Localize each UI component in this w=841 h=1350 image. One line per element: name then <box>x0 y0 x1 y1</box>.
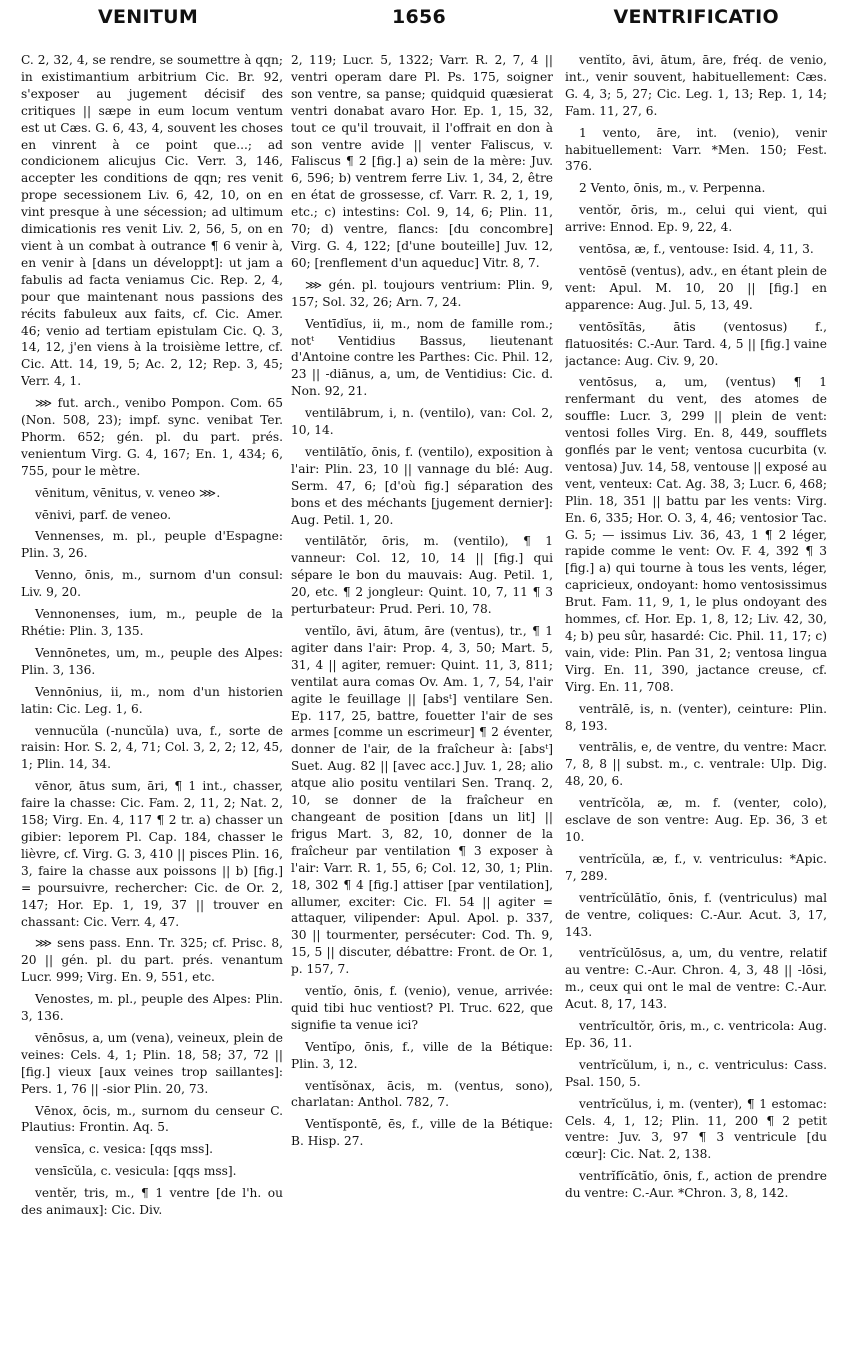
dictionary-entry: ventōsē (ventus), adv., en étant plein de vent: Apul. M. 10, 20 || [fig.] en apparence: Aug. Jul. 5, 13, 49. <box>565 263 827 312</box>
dictionary-entry: ventōsus, a, um, (ventus) ¶ 1 renfermant du vent, des atomes de souffle: Lucr. 3, 299 || plein de vent: ventosi folles Virg. En. 8, 449, soufflets gonflés par le vent; ventosa cucurbita (v. ventosa) Juv. 14, 58, ventouse || exposé au vent, venteux: Cat. Ag. 38, 3; Lucr. 6, 468; Plin. 18, 351 || battu par les vents: Virg. En. 6, 335; Hor. O. 3, 4, 46; ventosior Tac. G. 5; — issimus Liv. 36, 43, 1 ¶ 2 léger, rapide comme le vent: Ov. F. 4, 392 ¶ 3 [fig.] a) qui tourne à tous les vents, léger, capricieux, ondoyant: homo ventosissimus Brut. Fam. 11, 9, 1, le plus ondoyant des hommes, cf. Hor. Ep. 1, 8, 12; Liv. 42, 30, 4; b) peu sûr, hasardé: Cic. Phil. 11, 17; c) vain, vide: Plin. Pan 31, 2; ventosa lingua Virg. En. 11, 390, jactance creuse, cf. Virg. En. 11, 708. <box>565 375 827 694</box>
dictionary-entry: Vennonenses, ium, m., peuple de la Rhétie: Plin. 3, 135. <box>21 607 283 638</box>
dictionary-entry: ventrĭcŭlātĭo, ōnis, f. (ventriculus) mal de ventre, coliques: C.-Aur. Acut. 3, 17, 143. <box>565 890 827 939</box>
dictionary-entry: ventrĭcŏla, æ, m. f. (venter, colo), esclave de son ventre: Aug. Ep. 36, 3 et 10. <box>565 796 827 844</box>
dictionary-entry: 1 vento, āre, int. (venio), venir habituellement: Varr. *Men. 150; Fest. 376. <box>565 125 827 174</box>
dictionary-entry: ventĕr, tris, m., ¶ 1 ventre [de l'h. ou des animaux]: Cic. Div. <box>21 1186 283 1218</box>
dictionary-entry: vensīcŭla, c. vesicula: [qqs mss]. <box>35 1164 237 1179</box>
dictionary-entry: Ventĭpo, ōnis, f., ville de la Bétique: Plin. 3, 12. <box>291 1039 553 1071</box>
running-header <box>0 6 841 34</box>
dictionary-entry: C. 2, 32, 4, se rendre, se soumettre à qqn; in existimantium arbitrium Cic. Br. 92, s'exposer au jugement décisif des critiques || sæpe in eum locum ventum est ut Cæs. G. 6, 43, 4, souvent les choses en vinrent à ce point que...; ad condicionem alicujus Cic. Verr. 3, 146, accepter les conditions de qqn; res venit prope secessionem Liv. 6, 42, 10, on en vint presque à une sécession; ad ultimum dimicationis res venit Liv. 2, 56, 5, on en vient à un combat à outrance ¶ 6 venir à, en venir à [dans un développt]: ut jam a fabulis ad facta veniamus Cic. Rep. 2, 4, pour que maintenant nous passions des récits fabuleux aux faits, cf. Cic. Amer. 46; venio ad tertiam epistulam Cic. Q. 3, 14, 12, j'en viens à la troisième lettre, cf. Cic. Att. 14, 19, 5; Ac. 2, 12; Rep. 3, 45; Verr. 4, 1. <box>21 53 283 389</box>
dictionary-entry: ventrĭcultŏr, ōris, m., c. ventricola: Aug. Ep. 36, 11. <box>565 1019 827 1050</box>
dictionary-entry: Ventīdĭus, ii, m., nom de famille rom.; notᵗ Ventidius Bassus, lieutenant d'Antoine contre les Parthes: Cic. Phil. 12, 23 || -diānus, a, um, de Ventidius: Cic. d. Non. 92, 21. <box>291 316 553 399</box>
dictionary-entry: Ventĭspontē, ēs, f., ville de la Bétique: B. Hisp. 27. <box>291 1117 553 1149</box>
column-left <box>21 52 283 1342</box>
dictionary-entry: vennucŭla (-nuncŭla) uva, f., sorte de raisin: Hor. S. 2, 4, 71; Col. 3, 2, 2; 12, 45, 1; Plin. 14, 34. <box>21 723 283 772</box>
dictionary-entry: Vennōnetes, um, m., peuple des Alpes: Plin. 3, 136. <box>21 645 283 677</box>
dictionary-entry: ventĭsŏnax, ācis, m. (ventus, sono), charlatan: Anthol. 782, 7. <box>291 1078 553 1110</box>
dictionary-entry: ventĭto, āvi, ātum, āre, fréq. de venio, int., venir souvent, habituellement: Cæs. G. 4, 3; 5, 27; Cic. Leg. 1, 13; Rep. 1, 14; Fam. 11, 27, 6. <box>565 53 827 118</box>
dictionary-entry: ventrālē, is, n. (venter), ceinture: Plin. 8, 193. <box>565 701 827 733</box>
dictionary-entry: ventilātĭo, ōnis, f. (ventilo), exposition à l'air: Plin. 23, 10 || vannage du blé: Aug. Serm. 47, 6; [d'où fig.] séparation des bons et des méchants [jugement dernier]: Aug. Petil. 1, 20. <box>291 444 553 527</box>
dictionary-entry: ⋙ gén. pl. toujours ventrium: Plin. 9, 157; Sol. 32, 26; Arn. 7, 24. <box>291 277 553 309</box>
column-middle <box>291 52 553 1342</box>
dictionary-entry: ventōsa, æ, f., ventouse: Isid. 4, 11, 3. <box>579 242 814 257</box>
dictionary-entry: Venno, ōnis, m., surnom d'un consul: Liv. 9, 20. <box>21 568 283 600</box>
header-right-guide-word: VENTRIFICATIO <box>613 6 779 28</box>
dictionary-entry: vensīca, c. vesica: [qqs mss]. <box>35 1142 214 1157</box>
dictionary-entry: ventilātŏr, ōris, m. (ventilo), ¶ 1 vanneur: Col. 12, 10, 14 || [fig.] qui sépare le bon du mauvais: Aug. Petil. 1, 20, etc. ¶ 2 jongleur: Quint. 10, 7, 11 ¶ 3 perturbateur: Prud. Peri. 10, 78. <box>291 534 553 617</box>
dictionary-entry: Vennōnius, ii, m., nom d'un historien latin: Cic. Leg. 1, 6. <box>21 684 283 716</box>
dictionary-entry: ventĭo, ōnis, f. (venio), venue, arrivée: quid tibi huc ventiost? Pl. Truc. 622, que signifie ta venue ici? <box>291 984 553 1032</box>
dictionary-entry: Vēnox, ōcis, m., surnom du censeur C. Plautius: Frontin. Aq. 5. <box>21 1103 283 1135</box>
header-left-guide-word: VENITUM <box>98 6 199 28</box>
dictionary-entry: ventrĭfĭcātĭo, ōnis, f., action de prendre du ventre: C.-Aur. *Chron. 3, 8, 142. <box>565 1169 827 1201</box>
dictionary-entry: ventrĭcŭla, æ, f., v. ventriculus: *Apic. 7, 289. <box>565 851 827 883</box>
dictionary-entry: ventilābrum, i, n. (ventilo), van: Col. 2, 10, 14. <box>291 406 553 438</box>
dictionary-entry: ventŏr, ōris, m., celui qui vient, qui arrive: Ennod. Ep. 9, 22, 4. <box>565 203 827 235</box>
dictionary-entry: 2 Vento, ōnis, m., v. Perpenna. <box>579 181 766 196</box>
dictionary-entry: ventĭlo, āvi, ātum, āre (ventus), tr., ¶ 1 agiter dans l'air: Prop. 4, 3, 50; Mart. 5, 31, 4 || agiter, remuer: Quint. 11, 3, 811; ventilat aura comas Ov. Am. 1, 7, 54, l'air agite le feuillage || [absᵗ] ventilare Sen. Ep. 117, 25, battre, fouetter l'air de ses armes [comme un escrimeur] ¶ 2 éventer, donner de l'air, de la fraîcheur à: [absᵗ] Suet. Aug. 82 || [avec acc.] Juv. 1, 28; alio atque alio positu ventilari Sen. Tranq. 2, 10, se donner de la fraîcheur en changeant de position [dans un lit] || frigus Mart. 3, 82, 10, donner de la fraîcheur par ventilation ¶ 3 exposer à l'air: Varr. R. 1, 55, 6; Col. 12, 30, 1; Plin. 18, 302 ¶ 4 [fig.] attiser [par ventilation], allumer, exciter: Cic. Fl. 54 || agiter = attaquer, vilipender: Apul. Apol. p. 337, 30 || tourmenter, persécuter: Cod. Th. 9, 15, 5 || discuter, débattre: Front. de Or. 1, p. 157, 7. <box>291 624 553 977</box>
dictionary-entry: vēnōsus, a, um (vena), veineux, plein de veines: Cels. 4, 1; Plin. 18, 58; 37, 72 || [fig.] vieux [aux veines trop saillantes]: Pers. 1, 76 || -sior Plin. 20, 73. <box>21 1030 283 1096</box>
dictionary-entry: vēnitum, vēnitus, v. veneo ⋙. <box>35 485 221 500</box>
column-right <box>565 52 827 1342</box>
dictionary-entry: ventōsĭtās, ātis (ventosus) f., flatuosités: C.-Aur. Tard. 4, 5 || [fig.] vaine jactance: Aug. Civ. 9, 20. <box>565 319 827 368</box>
dictionary-entry: ventrĭcŭlus, i, m. (venter), ¶ 1 estomac: Cels. 4, 1, 12; Plin. 11, 200 ¶ 2 petit ventre: Juv. 3, 97 ¶ 3 ventricule [du cœur]: Cic. Nat. 2, 138. <box>565 1096 827 1162</box>
dictionary-entry: Venostes, m. pl., peuple des Alpes: Plin. 3, 136. <box>21 992 283 1024</box>
dictionary-entry: ventrĭcŭlōsus, a, um, du ventre, relatif au ventre: C.-Aur. Chron. 4, 3, 48 || -lōsi, m., ceux qui ont le mal de ventre: C.-Aur. Acut. 8, 17, 143. <box>565 946 827 1012</box>
dictionary-entry: ventrālis, e, de ventre, du ventre: Macr. 7, 8, 8 || subst. m., c. ventrale: Ulp. Dig. 48, 20, 6. <box>565 740 827 789</box>
page-number: 1656 <box>392 6 447 28</box>
dictionary-entry: ⋙ fut. arch., venibo Pompon. Com. 65 (Non. 508, 23); impf. sync. venibat Ter. Phorm. 652; gén. pl. du part. prés. venientum Virg. G. 4, 167; En. 1, 434; 6, 755, pour le mètre. <box>21 396 283 478</box>
dictionary-entry: ventrĭcŭlum, i, n., c. ventriculus: Cass. Psal. 150, 5. <box>565 1057 827 1089</box>
dictionary-entry: vēnor, ātus sum, āri, ¶ 1 int., chasser, faire la chasse: Cic. Fam. 2, 11, 2; Nat. 2, 158; Virg. En. 4, 117 ¶ 2 tr. a) chasser un gibier: leporem Pl. Cap. 184, chasser le lièvre, cf. Virg. G. 3, 410 || pisces Plin. 16, 3, faire la chasse aux poissons || b) [fig.] = poursuivre, rechercher: Cic. de Or. 2, 147; Hor. Ep. 1, 19, 37 || trouver en chassant: Cic. Verr. 4, 47. <box>21 779 283 929</box>
dictionary-entry: vēnivi, parf. de veneo. <box>35 507 172 522</box>
dictionary-entry: 2, 119; Lucr. 5, 1322; Varr. R. 2, 7, 4 || ventri operam dare Pl. Ps. 175, soigner son ventre, sa panse; quidquid quæsierat ventri donabat avaro Hor. Ep. 1, 15, 32, tout ce qu'il trouvait, il l'offrait en don à son ventre avide || venter Faliscus, v. Faliscus ¶ 2 [fig.] a) sein de la mère: Juv. 6, 596; b) ventrem ferre Liv. 1, 34, 2, être en état de grossesse, cf. Varr. R. 2, 1, 19, etc.; c) intestins: Col. 9, 14, 6; Plin. 11, 70; d) ventre, flancs: [du concombre] Virg. G. 4, 122; [d'une bouteille] Juv. 12, 60; [renflement d'un aqueduc] Vitr. 8, 7. <box>291 53 553 270</box>
dictionary-entry: Vennenses, m. pl., peuple d'Espagne: Plin. 3, 26. <box>21 529 283 561</box>
dictionary-entry: ⋙ sens pass. Enn. Tr. 325; cf. Prisc. 8, 20 || gén. pl. du part. prés. venantum Lucr. 999; Virg. En. 9, 551, etc. <box>21 936 283 985</box>
